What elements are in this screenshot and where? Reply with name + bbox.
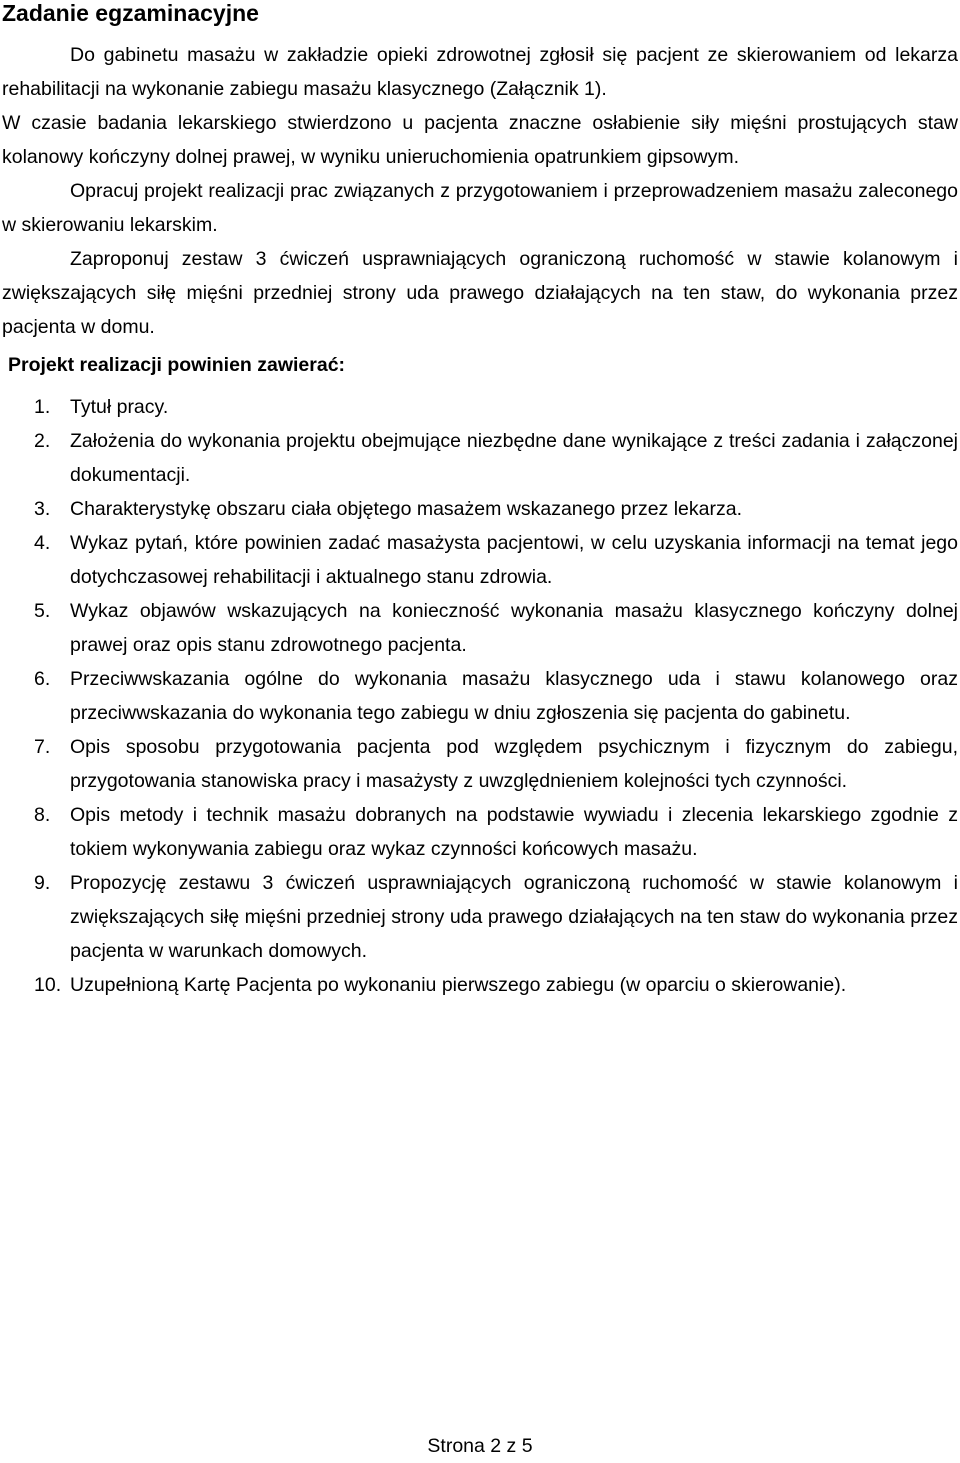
list-item-number: 10. xyxy=(34,974,62,996)
list-item xyxy=(2,390,958,424)
paragraph-intro: Do gabinetu masażu w zakładzie opieki zdrowotnej zgłosił się pacjent ze skierowaniem od lekarza rehabilitacji na wykonanie zabiegu masażu klasycznego (Załącznik 1). xyxy=(2,44,958,100)
list-item-text: Wykaz objawów wskazujących na konieczność wykonania masażu klasycznego kończyny dolnej prawej oraz opis stanu zdrowotnego pacjenta. xyxy=(70,600,958,656)
paragraph-diagnosis: W czasie badania lekarskiego stwierdzono u pacjenta znaczne osłabienie siły mięśni prostujących staw kolanowy kończyny dolnej prawej, w wyniku unieruchomienia opatrunkiem gipsowym. xyxy=(2,112,958,168)
list-item-number: 7. xyxy=(34,736,51,758)
list-item-text: Charakterystykę obszaru ciała objętego masażem wskazanego przez lekarza. xyxy=(70,498,742,520)
list-item xyxy=(2,492,958,526)
list-item-text: Opis sposobu przygotowania pacjenta pod względem psychicznym i fizycznym do zabiegu, przygotowania stanowiska pracy i masażysty z uwzględnieniem kolejności tych czynności. xyxy=(70,736,958,792)
list-item-text: Założenia do wykonania projektu obejmujące niezbędne dane wynikające z treści zadania i załączonej dokumentacji. xyxy=(70,430,958,486)
list-item-number: 9. xyxy=(34,872,51,894)
list-item-text: Propozycję zestawu 3 ćwiczeń usprawniających ograniczoną ruchomość w stawie kolanowym i zwiększających siłę mięśni przedniej strony uda prawego działających na ten staw do wykonania przez pacjenta w warunkach domowych. xyxy=(70,872,958,962)
list-item-number: 2. xyxy=(34,430,51,452)
list-item-text: Wykaz pytań, które powinien zadać masażysta pacjentowi, w celu uzyskania informacji na temat jego dotychczasowej rehabilitacji i aktualnego stanu zdrowia. xyxy=(70,532,958,588)
paragraph-exercises: Zaproponuj zestaw 3 ćwiczeń usprawniających ograniczoną ruchomość w stawie kolanowym i zwiększających siłę mięśni przedniej strony uda prawego działających na ten staw, do wykonania przez pacjenta w domu. xyxy=(2,248,958,338)
list-item xyxy=(2,968,958,1002)
list-item xyxy=(2,866,958,968)
page-title: Zadanie egzaminacyjne xyxy=(2,0,259,26)
paragraph-task: Opracuj projekt realizacji prac związanych z przygotowaniem i przeprowadzeniem masażu zaleconego w skierowaniu lekarskim. xyxy=(2,180,958,236)
page-number: Strona 2 z 5 xyxy=(427,1435,533,1457)
list-item-text: Przeciwwskazania ogólne do wykonania masażu klasycznego uda i stawu kolanowego oraz przeciwwskazania do wykonania tego zabiegu w dniu zgłoszenia się pacjenta do gabinetu. xyxy=(70,668,958,724)
requirements-list xyxy=(2,390,958,1002)
list-item xyxy=(2,730,958,798)
list-item-number: 3. xyxy=(34,498,51,520)
list-item-text: Uzupełnioną Kartę Pacjenta po wykonaniu pierwszego zabiegu (w oparciu o skierowanie). xyxy=(70,974,847,996)
list-item xyxy=(2,798,958,866)
list-item-number: 1. xyxy=(34,396,51,418)
list-item-number: 8. xyxy=(34,804,51,826)
list-item-number: 6. xyxy=(34,668,51,690)
list-item-number: 5. xyxy=(34,600,51,622)
list-item xyxy=(2,662,958,730)
requirements-heading: Projekt realizacji powinien zawierać: xyxy=(8,354,346,376)
document-body xyxy=(2,38,958,1002)
list-item xyxy=(2,526,958,594)
list-item xyxy=(2,424,958,492)
list-item-text: Opis metody i technik masażu dobranych na podstawie wywiadu i zlecenia lekarskiego zgodnie z tokiem wykonywania zabiegu oraz wykaz czynności końcowych masażu. xyxy=(70,804,958,860)
list-item-number: 4. xyxy=(34,532,51,554)
list-item-text: Tytuł pracy. xyxy=(70,396,169,418)
list-item xyxy=(2,594,958,662)
